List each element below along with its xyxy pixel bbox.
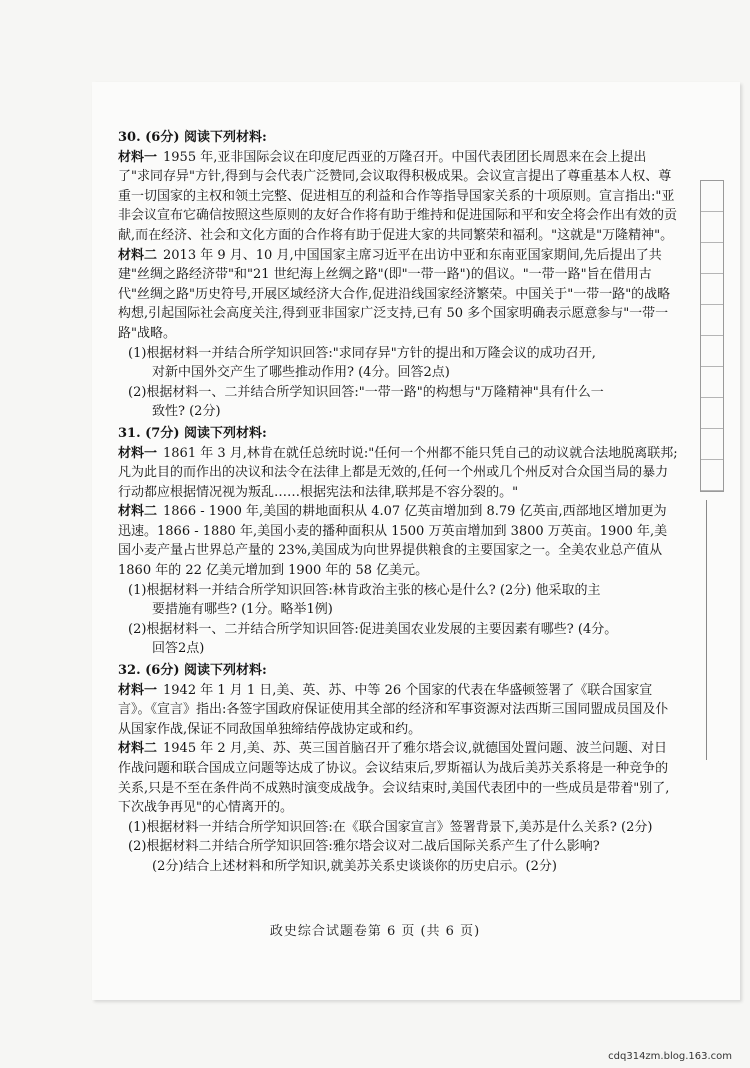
material-paragraph bbox=[118, 246, 678, 344]
sub-question: (2)根据材料一、二并结合所学知识回答:"一带一路"的构想与"万隆精神"具有什么一 bbox=[128, 384, 604, 400]
sub-question: (1)根据材料一并结合所学知识回答:在《联合国家宣言》签署背景下,美苏是什么关系? (2分) bbox=[128, 819, 653, 835]
question-32-heading: 32. (6分) 阅读下列材料: bbox=[118, 663, 267, 679]
material-text: 1945 年 2 月,美、苏、英三国首脑召开了雅尔塔会议,就德国处置问题、波兰问题、对日作战问题和联合国成立问题等达成了协议。会议结束后,罗斯福认为战后美苏关系将是一种竞争的关系,只是不至在条件尚不成熟时演变成战争。会议结束时,美国代表团中的一些成员是带着"别了,下次战争再见"的心情离开的。 bbox=[118, 741, 670, 816]
material-paragraph bbox=[118, 739, 678, 817]
page-footer: 政史综合试题卷第 6 页 (共 6 页) bbox=[269, 924, 481, 939]
material-text: 2013 年 9 月、10 月,中国国家主席习近平在出访中亚和东南亚国家期间,先后提出了共建"丝绸之路经济带"和"21 世纪海上丝绸之路"(即"一带一路")的倡议。"一带一路"旨在借用古代"丝绸之路"历史符号,开展区域经济大合作,促进沿线国家经济繁荣。中国关于"一带一路"的战略构想,引起国际社会高度关注,得到亚非国家广泛支持,已有 50 多个国家明确表示愿意参与"一带一路"战略。 bbox=[118, 247, 671, 341]
question-31 bbox=[118, 424, 678, 659]
material-label: 材料二 bbox=[118, 504, 158, 520]
material-paragraph bbox=[118, 444, 678, 503]
material-text: 1942 年 1 月 1 日,美、英、苏、中等 26 个国家的代表在华盛顿签署了《联合国家宣言》。《宣言》指出:各签字国政府保证使用其全部的经济和军事资源对法西斯三国同盟成员国及仆从国家作战,保证不同敌国单独缔结停战协定或和约。 bbox=[118, 682, 669, 737]
material-label: 材料一 bbox=[118, 149, 158, 165]
question-30-heading: 30. (6分) 阅读下列材料: bbox=[118, 130, 267, 145]
question-32 bbox=[118, 661, 678, 877]
question-31-heading: 31. (7分) 阅读下列材料: bbox=[118, 425, 267, 441]
margin-divider bbox=[706, 500, 707, 760]
page-content bbox=[118, 128, 678, 879]
sub-question: (2)根据材料二并结合所学知识回答:雅尔塔会议对二战后国际关系产生了什么影响? bbox=[128, 839, 600, 855]
sub-question: (2)根据材料一、二并结合所学知识回答:促进美国农业发展的主要因素有哪些? (4分。 bbox=[128, 621, 618, 637]
material-label: 材料一 bbox=[118, 682, 158, 698]
material-paragraph bbox=[118, 148, 678, 246]
material-label: 材料二 bbox=[118, 247, 158, 263]
sub-question-continued: 要措施有哪些? (1分。略举1例) bbox=[152, 602, 333, 618]
material-paragraph bbox=[118, 681, 678, 740]
margin-answer-grid bbox=[700, 180, 724, 492]
question-30 bbox=[118, 128, 678, 422]
material-label: 材料一 bbox=[118, 445, 158, 461]
blog-watermark: cdq314zm.blog.163.com bbox=[608, 1051, 732, 1062]
sub-question-continued: (2分)结合上述材料和所学知识,就美苏关系史谈谈你的历史启示。(2分) bbox=[152, 858, 557, 874]
sub-question-continued: 致性? (2分) bbox=[152, 404, 221, 420]
material-text: 1955 年,亚非国际会议在印度尼西亚的万隆召开。中国代表团团长周恩来在会上提出了"求同存异"方针,得到与会代表广泛赞同,会议取得积极成果。会议宣言提出了尊重基本人权、尊重一切国家的主权和领土完整、促进相互的利益和合作等指导国家关系的十项原则。宣言指出:"亚非会议宣布它确信按照这些原则的友好合作将有助于维持和促进国际和平和安全将会作出有效的贡献,而在经济、社会和文化方面的合作将有助于促进大家的共同繁荣和福利。"这就是"万隆精神"。 bbox=[118, 149, 678, 243]
material-text: 1866 - 1900 年,美国的耕地面积从 4.07 亿英亩增加到 8.79 亿英亩,西部地区增加更为迅速。1866 - 1880 年,美国小麦的播种面积从 1500 万英亩增加到 3800 万英亩。1900 年,美国小麦产量占世界总产量的 23%,美国成为向世界提供粮食的主要国家之一。全美农业总产值从 1860 年的 22 亿美元增加到 1900 年的 58 亿美元。 bbox=[118, 504, 668, 579]
sub-question-continued: 回答2点) bbox=[152, 641, 205, 657]
material-text: 1861 年 3 月,林肯在就任总统时说:"任何一个州都不能只凭自己的动议就合法地脱离联邦;凡为此目的而作出的决议和法令在法律上都是无效的,任何一个州或几个州反对合众国当局的暴力行动都应根据情况视为叛乱……根据宪法和法律,联邦是不容分裂的。" bbox=[118, 445, 678, 500]
sub-question-continued: 对新中国外交产生了哪些推动作用? (4分。回答2点) bbox=[152, 365, 450, 381]
sub-question: (1)根据材料一并结合所学知识回答:林肯政治主张的核心是什么? (2分) 他采取的主 bbox=[128, 582, 601, 598]
sub-question: (1)根据材料一并结合所学知识回答:"求同存异"方针的提出和万隆会议的成功召开, bbox=[128, 345, 596, 361]
material-label: 材料二 bbox=[118, 741, 158, 757]
material-paragraph bbox=[118, 502, 678, 580]
